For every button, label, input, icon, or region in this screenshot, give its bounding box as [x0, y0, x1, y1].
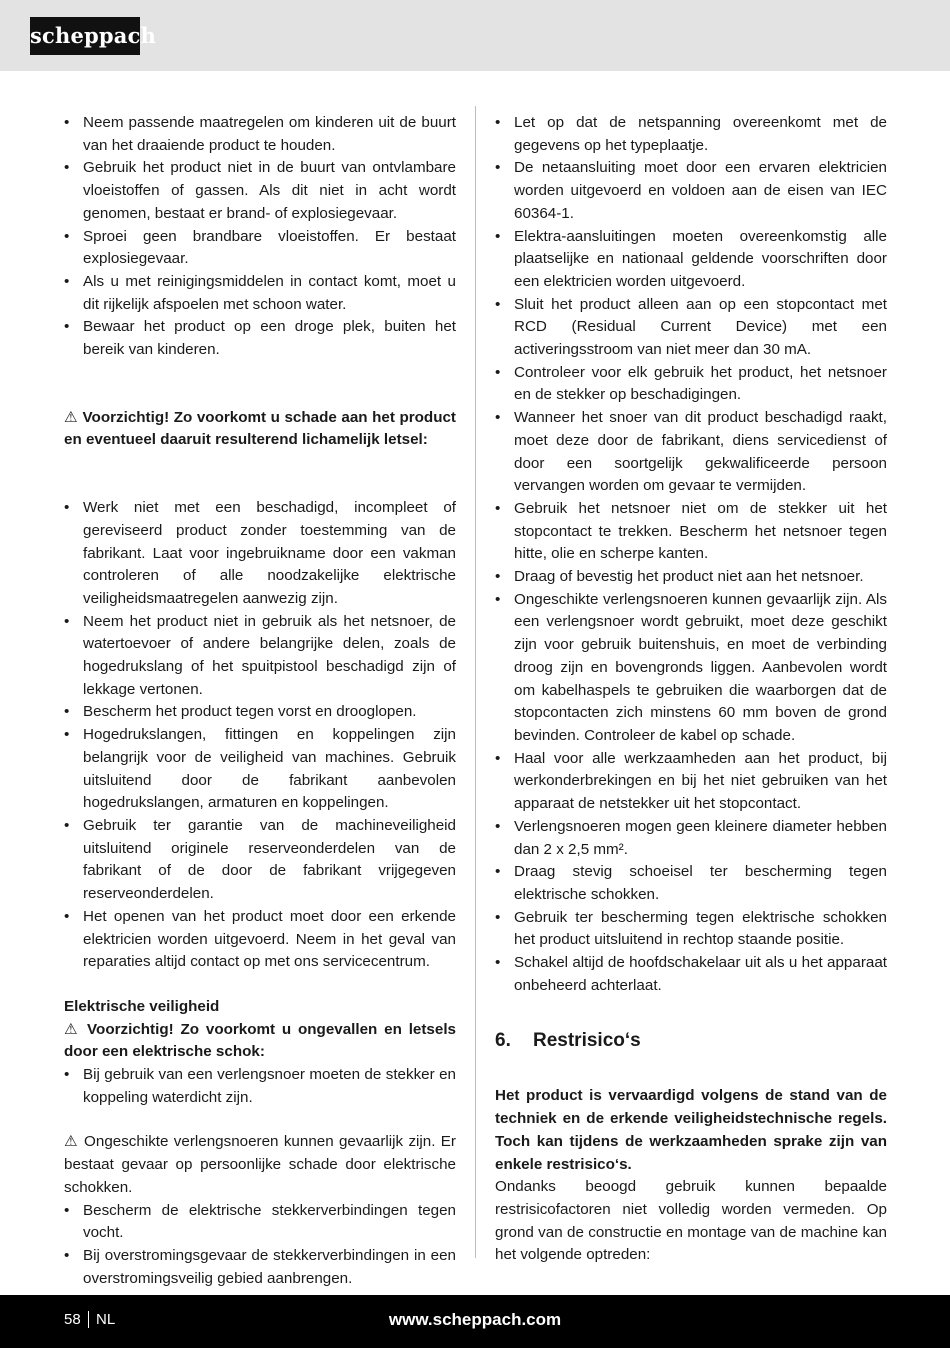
left-column — [64, 112, 456, 1290]
list-item: • Draag of bevestig het product niet aan het netsnoer. — [495, 566, 887, 589]
list-item: • Neem passende maatregelen om kinderen uit de buurt van het draaiende product te houden. — [64, 112, 456, 157]
safety-list-general — [64, 112, 456, 362]
section-intro-text: Ondanks beoogd gebruik kunnen bepaalde restrisicofactoren niet volledig worden vermeden. Op grond van de constructie en montage van de machine kan het volgende optreden: — [495, 1178, 887, 1264]
list-item: • Neem het product niet in gebruik als het netsnoer, de watertoevoer of andere belangrijke delen, zoals de hogedrukslang of het spuitpistool beschadigd zijn of lekkage vertonen. — [64, 611, 456, 702]
safety-list-product — [64, 497, 456, 974]
warning-electric-shock: ⚠ Voorzichtig! Zo voorkomt u ongevallen en letsels door een elektrische schok: — [64, 1020, 456, 1061]
list-item: • Ongeschikte verlengsnoeren kunnen gevaarlijk zijn. Als een verlengsnoer wordt gebruikt, moet deze geschikt zijn voor gebruik buitenshuis, en moet de verbinding droog zijn en bovengronds liggen. Aanbevolen wordt om kabelhaspels te gebruiken die waarborgen dat de stopcontacten zich minstens 60 mm boven de grond bevinden. Controleer de kabel op schade. — [495, 589, 887, 748]
list-item: • De netaansluiting moet door een ervaren elektricien worden uitgevoerd en voldoen aan de eisen van IEC 60364-1. — [495, 157, 887, 225]
right-column — [495, 112, 887, 1267]
list-item: • Bescherm het product tegen vorst en drooglopen. — [64, 701, 456, 724]
section-title: Restrisico‘s — [533, 1030, 641, 1052]
warning-extension-cords: ⚠ Ongeschikte verlengsnoeren kunnen gevaarlijk zijn. Er bestaat gevaar op persoonlijke schade door elektrische schokken. — [64, 1133, 456, 1196]
list-item: • Elektra-aansluitingen moeten overeenkomstig alle plaatselijke en nationaal geldende voorschriften door een elektricien worden uitgevoerd. — [495, 226, 887, 294]
list-item: • Bij gebruik van een verlengsnoer moeten de stekker en koppeling waterdicht zijn. — [64, 1064, 456, 1109]
list-item: • Gebruik het product niet in de buurt van ontvlambare vloeistoffen of gassen. Als dit niet in acht wordt genomen, bestaat er brand- of explosiegevaar. — [64, 157, 456, 225]
safety-list-extension — [64, 1064, 456, 1109]
list-item: • Let op dat de netspanning overeenkomt met de gegevens op het typeplaatje. — [495, 112, 887, 157]
list-item: • Hogedrukslangen, fittingen en koppelingen zijn belangrijk voor de veiligheid van machines. Gebruik uitsluitend door de fabrikant aanbevolen hogedrukslangen, armaturen en koppelingen. — [64, 724, 456, 815]
list-item: • Als u met reinigingsmiddelen in contact komt, moet u dit rijkelijk afspoelen met schoon water. — [64, 271, 456, 316]
page-header — [0, 0, 950, 71]
list-item: • Sproei geen brandbare vloeistoffen. Er bestaat explosiegevaar. — [64, 226, 456, 271]
list-item: • Bij overstromingsgevaar de stekkerverbindingen in een overstromingsveilig gebied aanbrengen. — [64, 1245, 456, 1290]
website-link[interactable]: www.scheppach.com — [388, 1310, 562, 1329]
electrical-safety-heading: Elektrische veiligheid — [64, 997, 220, 1015]
brand-logo: scheppach — [30, 17, 140, 55]
safety-list-connectors — [64, 1200, 456, 1291]
list-item: • Schakel altijd de hoofdschakelaar uit als u het apparaat onbeheerd achterlaat. — [495, 952, 887, 997]
language-code: NL — [96, 1311, 116, 1328]
list-item: • Controleer voor elk gebruik het product, het netsnoer en de stekker op beschadigingen. — [495, 362, 887, 407]
section-intro-bold: Het product is vervaardigd volgens de stand van de techniek en de erkende veiligheidstechnische regels. Toch kan tijdens de werkzaamheden sprake zijn van enkele restrisico‘s. — [495, 1087, 887, 1173]
list-item: • Bescherm de elektrische stekkerverbindingen tegen vocht. — [64, 1200, 456, 1245]
list-item: • Sluit het product alleen aan op een stopcontact met RCD (Residual Current Device) met een activeringsstroom van niet meer dan 30 mA. — [495, 294, 887, 362]
list-item: • Haal voor alle werkzaamheden aan het product, bij werkonderbrekingen en bij het niet gebruiken van het apparaat de netstekker uit het stopcontact. — [495, 748, 887, 816]
safety-list-electrical — [495, 112, 887, 997]
list-item: • Gebruik ter bescherming tegen elektrische schokken het product uitsluitend in rechtop staande positie. — [495, 907, 887, 952]
column-divider — [475, 106, 476, 1258]
list-item: • Bewaar het product op een droge plek, buiten het bereik van kinderen. — [64, 316, 456, 361]
list-item: • Verlengsnoeren mogen geen kleinere diameter hebben dan 2 x 2,5 mm². — [495, 816, 887, 861]
list-item: • Gebruik ter garantie van de machineveiligheid uitsluitend originele reserveonderdelen van de fabrikant of de door de fabrikant vrijgegeven reserveonderdelen. — [64, 815, 456, 906]
section-heading-restrisicos — [495, 1019, 887, 1063]
list-item: • Draag stevig schoeisel ter bescherming tegen elektrische schokken. — [495, 861, 887, 906]
list-item: • Het openen van het product moet door een erkende elektricien worden uitgevoerd. Neem in het geval van reparaties altijd contact op met ons servicecentrum. — [64, 906, 456, 974]
list-item: • Werk niet met een beschadigd, incompleet of gereviseerd product zonder toestemming van de fabrikant. Laat voor ingebruikname door een vakman controleren of alle noodzakelijke elektrische veiligheidsmaatregelen aanwezig zijn. — [64, 497, 456, 611]
section-number: 6. — [495, 1030, 511, 1052]
list-item: • Gebruik het netsnoer niet om de stekker uit het stopcontact te trekken. Bescherm het netsnoer tegen hitte, olie en scherpe kanten. — [495, 498, 887, 566]
page-footer — [0, 1295, 950, 1348]
warning-product-damage: ⚠ Voorzichtig! Zo voorkomt u schade aan het product en eventueel daaruit resulterend lichamelijk letsel: — [64, 408, 456, 449]
list-item: • Wanneer het snoer van dit product beschadigd raakt, moet deze door de fabrikant, diens servicedienst of door een soortgelijk gekwalificeerde persoon vervangen worden om gevaar te vermijden. — [495, 407, 887, 498]
page-number: 58 — [64, 1311, 81, 1328]
